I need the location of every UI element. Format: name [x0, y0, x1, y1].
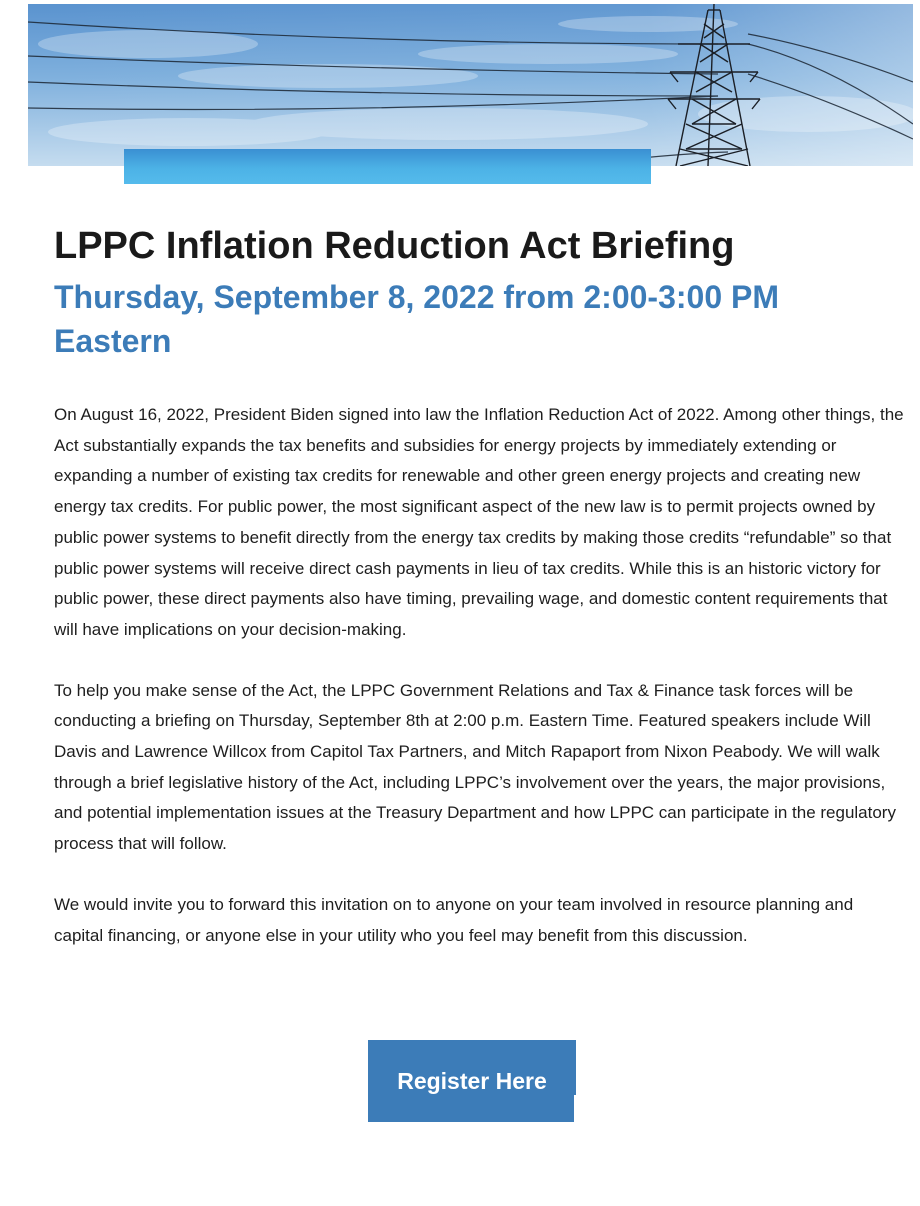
banner-image: [28, 4, 913, 166]
event-date-subtitle: Thursday, September 8, 2022 from 2:00-3:00 PM Eastern: [54, 279, 780, 359]
invitation-body: [54, 400, 904, 981]
paragraph-intro: On August 16, 2022, President Biden signed into law the Inflation Reduction Act of 2022. Among other things, the Act substantially expands the tax benefits and subsidies for energy projects by immediately extending or expanding a number of existing tax credits for renewable and other green energy projects and creating new energy tax credits. For public power, the most significant aspect of the new law is to permit projects owned by public power systems to benefit directly from the energy tax credits by making those credits “refundable” so that public power systems will receive direct cash payments in lieu of tax credits. While this is an historic victory for public power, these direct payments also have timing, prevailing wage, and domestic content requirements that will have implications on your decision-making.: [54, 405, 904, 639]
register-button[interactable]: Register Here: [368, 1040, 576, 1122]
page-title: LPPC Inflation Reduction Act Briefing: [54, 225, 735, 267]
power-lines-sky-image: [28, 4, 913, 166]
banner-accent-bar: [124, 149, 651, 184]
paragraph-forward-invitation: We would invite you to forward this invitation on to anyone on your team involved in resource planning and capital financing, or anyone else in your utility who you feel may benefit from this discussion.: [54, 894, 854, 945]
paragraph-briefing-details: To help you make sense of the Act, the LPPC Government Relations and Tax & Finance task forces will be conducting a briefing on Thursday, September 8th at 2:00 p.m. Eastern Time. Featured speakers include Will Davis and Lawrence Willcox from Capitol Tax Partners, and Mitch Rapaport from Nixon Peabody. We will walk through a brief legislative history of the Act, including LPPC’s involvement over the years, the major provisions, and potential implementation issues at the Treasury Department and how LPPC can participate in the regulatory process that will follow.: [54, 680, 896, 854]
button-corner-notch: [574, 1095, 578, 1123]
